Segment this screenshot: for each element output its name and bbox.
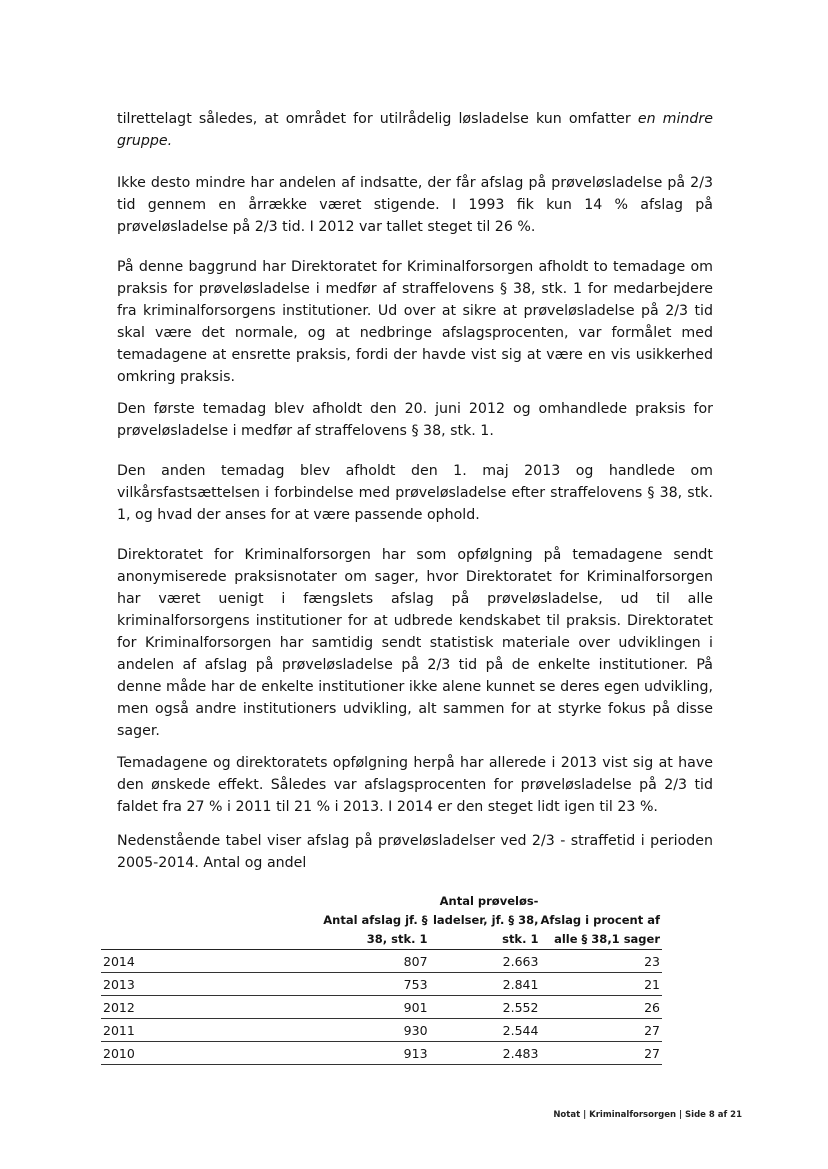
- table-header-percent: Afslag i procent af alle § 38,1 sager: [540, 892, 662, 950]
- paragraph-intro-continuation: tilrettelagt således, at området for utilrådelig løsladelse kun omfatter en mindre gruppe.: [117, 111, 713, 149]
- table-row: [101, 996, 662, 1019]
- table-cell-year: 2010: [101, 1042, 309, 1065]
- table-cell-percent: 27: [540, 1019, 662, 1042]
- table-cell-percent: 23: [540, 950, 662, 973]
- table-cell-refusals: 901: [309, 996, 429, 1019]
- table-header-row: [101, 892, 662, 950]
- emphasis-text: en mindre gruppe.: [117, 111, 713, 149]
- table-header-parole-count: Antal prøveløs-ladelser, jf. § 38, stk. 1: [430, 892, 541, 950]
- table-cell-parole-count: 2.552: [430, 996, 541, 1019]
- table-cell-percent: 27: [540, 1042, 662, 1065]
- table-cell-refusals: 913: [309, 1042, 429, 1065]
- table-row: [101, 1042, 662, 1065]
- table-cell-refusals: 807: [309, 950, 429, 973]
- table-header-year: [101, 892, 309, 950]
- page-footer: Notat | Kriminalforsorgen | Side 8 af 21: [553, 1110, 742, 1120]
- paragraph-first-theme-day: Den første temadag blev afholdt den 20. juni 2012 og omhandlede praksis for prøveløsladelse i medfør af straffelovens § 38, stk. 1.: [117, 401, 713, 439]
- table-cell-refusals: 930: [309, 1019, 429, 1042]
- paragraph-follow-up: Direktoratet for Kriminalforsorgen har som opfølgning på temadagene sendt anonymiserede praksisnotater om sager, hvor Direktoratet for Kriminalforsorgen har været uenigt i fængslets afslag på prøveløsladelse, ud til alle kriminalforsorgens institutioner for at udbrede kendskabet til praksis. Direktoratet for Kriminalforsorgen har samtidig sendt statistisk materiale over udviklingen i andelen af afslag på prøveløsladelse på 2/3 tid på de enkelte institutioner. På denne måde har de enkelte institutioner ikke alene kunnet se deres egen udvikling, men også andre institutioners udvikling, alt sammen for at styrke fokus på disse sager.: [117, 547, 713, 739]
- table-cell-year: 2013: [101, 973, 309, 996]
- table-cell-parole-count: 2.841: [430, 973, 541, 996]
- table-cell-percent: 26: [540, 996, 662, 1019]
- paragraph-effect: Temadagene og direktoratets opfølgning herpå har allerede i 2013 vist sig at have den ønskede effekt. Således var afslagsprocenten for prøveløsladelse på 2/3 tid faldet fra 27 % i 2011 til 21 % i 2013. I 2014 er den steget lidt igen til 23 %.: [117, 755, 713, 815]
- table-cell-parole-count: 2.483: [430, 1042, 541, 1065]
- table-cell-year: 2011: [101, 1019, 309, 1042]
- table-header-refusals: Antal afslag jf. § 38, stk. 1: [309, 892, 429, 950]
- paragraph-theme-days: På denne baggrund har Direktoratet for Kriminalforsorgen afholdt to temadage om praksis for prøveløsladelse i medfør af straffelovens § 38, stk. 1 for medarbejdere fra kriminalforsorgens institutioner. Ud over at sikre at prøveløsladelse på 2/3 tid skal være det normale, og at nedbringe afslagsprocenten, var formålet med temadagene at ensrette praksis, fordi der havde vist sig at være en vis usikkerhed omkring praksis.: [117, 259, 713, 385]
- table-cell-year: 2012: [101, 996, 309, 1019]
- table-row: [101, 1019, 662, 1042]
- table-row: [101, 950, 662, 973]
- table-cell-parole-count: 2.663: [430, 950, 541, 973]
- paragraph-second-theme-day: Den anden temadag blev afholdt den 1. maj 2013 og handlede om vilkårsfastsættelsen i forbindelse med prøveløsladelse efter straffelovens § 38, stk. 1, og hvad der anses for at være passende ophold.: [117, 463, 713, 523]
- paragraph-table-intro: Nedenstående tabel viser afslag på prøveløsladelser ved 2/3 - straffetid i perioden 2005-2014. Antal og andel: [117, 833, 713, 871]
- refusal-statistics-table: [101, 892, 662, 1065]
- table-cell-refusals: 753: [309, 973, 429, 996]
- table-cell-parole-count: 2.544: [430, 1019, 541, 1042]
- paragraph-refusal-rate: Ikke desto mindre har andelen af indsatte, der får afslag på prøveløsladelse på 2/3 tid gennem en årrække været stigende. I 1993 fik kun 14 % afslag på prøveløsladelse på 2/3 tid. I 2012 var tallet steget til 26 %.: [117, 175, 713, 235]
- table-cell-percent: 21: [540, 973, 662, 996]
- table-row: [101, 973, 662, 996]
- table-cell-year: 2014: [101, 950, 309, 973]
